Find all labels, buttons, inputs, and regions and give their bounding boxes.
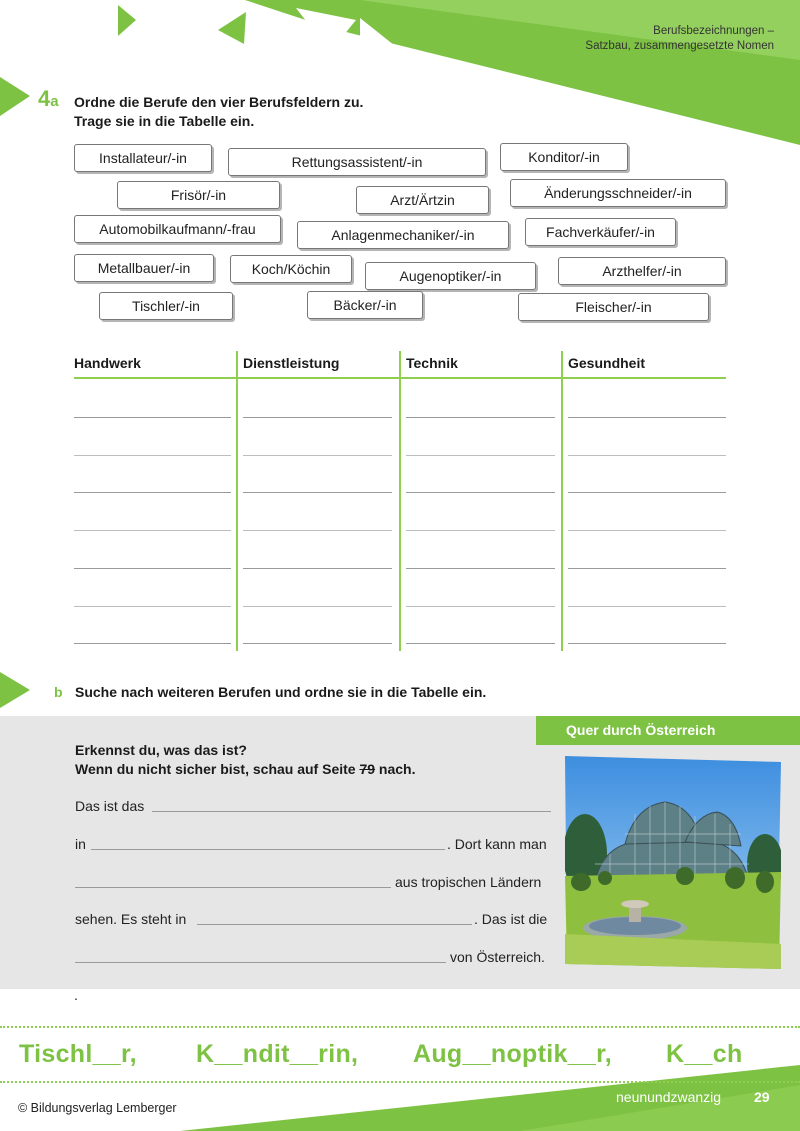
question-page-number: 79 — [359, 761, 376, 777]
task-b-letter: b — [54, 684, 63, 700]
table-write-line[interactable] — [406, 417, 555, 418]
table-header-gesundheit: Gesundheit — [568, 355, 646, 371]
table-write-line[interactable] — [243, 606, 392, 607]
fill-blank-5[interactable] — [75, 962, 446, 963]
page-header — [585, 24, 774, 54]
table-write-line[interactable] — [406, 606, 555, 607]
task-number — [38, 86, 59, 112]
word-card[interactable]: Arzt/Ärtzin — [356, 186, 489, 214]
task-a-instruction — [74, 93, 363, 131]
dotted-divider-top — [0, 1026, 800, 1028]
word-card[interactable]: Arzthelfer/-in — [558, 257, 726, 285]
table-write-line[interactable] — [406, 530, 555, 531]
word-card[interactable]: Fachverkäufer/-in — [525, 218, 676, 246]
table-write-line[interactable] — [568, 417, 726, 418]
spelling-word: K__ndit__rin, — [196, 1040, 359, 1068]
table-column-divider — [561, 351, 563, 651]
fill-blank-4[interactable] — [197, 924, 472, 925]
fill-blank-3[interactable] — [75, 887, 391, 888]
table-write-line[interactable] — [74, 568, 231, 569]
word-card[interactable]: Frisör/-in — [117, 181, 280, 209]
spelling-word: Tischl__r, — [19, 1040, 137, 1068]
word-card[interactable]: Bäcker/-in — [307, 291, 423, 319]
table-write-line[interactable] — [406, 455, 555, 456]
table-write-line[interactable] — [74, 606, 231, 607]
table-header-dienstleistung: Dienstleistung — [243, 355, 340, 371]
task-sub-letter: a — [50, 93, 59, 110]
task-b-marker — [0, 672, 30, 708]
fill-text-2b: . Dort kann man — [447, 836, 547, 852]
word-card[interactable]: Fleischer/-in — [518, 293, 709, 321]
table-write-line[interactable] — [568, 530, 726, 531]
page-number-word: neunundzwanzig — [616, 1089, 722, 1105]
quer-question-line-2 — [75, 760, 416, 779]
table-write-line[interactable] — [406, 643, 555, 644]
word-card[interactable]: Koch/Köchin — [230, 255, 352, 283]
quer-question-line-1: Erkennst du, was das ist? — [75, 742, 247, 758]
table-write-line[interactable] — [568, 568, 726, 569]
table-write-line[interactable] — [243, 417, 392, 418]
header-triangle-2 — [218, 12, 246, 44]
header-subtitle: Satzbau, zusammengesetzte Nomen — [585, 40, 774, 52]
quer-tab-label: Quer durch Österreich — [536, 716, 800, 745]
fill-text-2a: in — [75, 836, 86, 852]
copyright-notice: © Bildungsverlag Lemberger — [18, 1101, 177, 1115]
fill-blank-2[interactable] — [91, 849, 445, 850]
fill-text-3: aus tropischen Ländern — [395, 874, 542, 890]
table-write-line[interactable] — [74, 643, 231, 644]
question-text-after: nach. — [375, 761, 416, 777]
table-write-line[interactable] — [243, 568, 392, 569]
task-b-instruction: Suche nach weiteren Berufen und ordne sie in die Tabelle ein. — [75, 684, 487, 700]
header-triangle-1 — [118, 5, 136, 36]
fill-text-5: von Österreich. — [450, 949, 545, 965]
table-write-line[interactable] — [406, 568, 555, 569]
fill-text-4b: . Das ist die — [474, 911, 548, 927]
table-write-line[interactable] — [74, 417, 231, 418]
fill-text-4a: sehen. Es steht in — [75, 911, 187, 927]
quer-question — [75, 741, 416, 779]
table-write-line[interactable] — [243, 492, 392, 493]
stray-dot: . — [74, 987, 78, 1003]
header-title: Berufsbezeichnungen – — [653, 25, 774, 37]
table-write-line[interactable] — [243, 530, 392, 531]
table-write-line[interactable] — [568, 643, 726, 644]
page-number: 29 — [754, 1089, 770, 1105]
word-card[interactable]: Installateur/-in — [74, 144, 212, 172]
task-number-digit: 4 — [38, 86, 51, 111]
table-write-line[interactable] — [568, 455, 726, 456]
spelling-word: Aug__noptik__r, — [413, 1040, 612, 1068]
table-write-line[interactable] — [243, 455, 392, 456]
table-write-line[interactable] — [74, 492, 231, 493]
table-header-handwerk: Handwerk — [74, 355, 141, 371]
table-write-line[interactable] — [74, 530, 231, 531]
fill-blank-1[interactable] — [152, 811, 551, 812]
word-card[interactable]: Anlagenmechaniker/-in — [297, 221, 509, 249]
dotted-divider-bottom — [0, 1081, 800, 1083]
task-a-marker — [0, 77, 30, 116]
table-header-technik: Technik — [406, 355, 458, 371]
table-column-divider — [399, 351, 401, 651]
fill-text-1: Das ist das — [75, 798, 145, 814]
word-card[interactable]: Metallbauer/-in — [74, 254, 214, 282]
instruction-line-2: Trage sie in die Tabelle ein. — [74, 113, 255, 129]
table-write-line[interactable] — [568, 606, 726, 607]
word-card[interactable]: Augenoptiker/-in — [365, 262, 536, 290]
table-write-line[interactable] — [74, 455, 231, 456]
word-card[interactable]: Automobilkaufmann/-frau — [74, 215, 281, 243]
question-text-before: Wenn du nicht sicher bist, schau auf Seite — [75, 761, 360, 777]
word-card[interactable]: Rettungsassistent/-in — [228, 148, 486, 176]
table-write-line[interactable] — [568, 492, 726, 493]
table-write-line[interactable] — [243, 643, 392, 644]
word-card[interactable]: Änderungsschneider/-in — [510, 179, 726, 207]
palm-house-photo — [565, 754, 781, 969]
word-card[interactable]: Tischler/-in — [99, 292, 233, 320]
word-card[interactable]: Konditor/-in — [500, 143, 628, 171]
spelling-word: K__ch — [666, 1040, 743, 1068]
table-write-line[interactable] — [406, 492, 555, 493]
instruction-line-1: Ordne die Berufe den vier Berufsfeldern zu. — [74, 94, 364, 110]
table-column-divider — [236, 351, 238, 651]
